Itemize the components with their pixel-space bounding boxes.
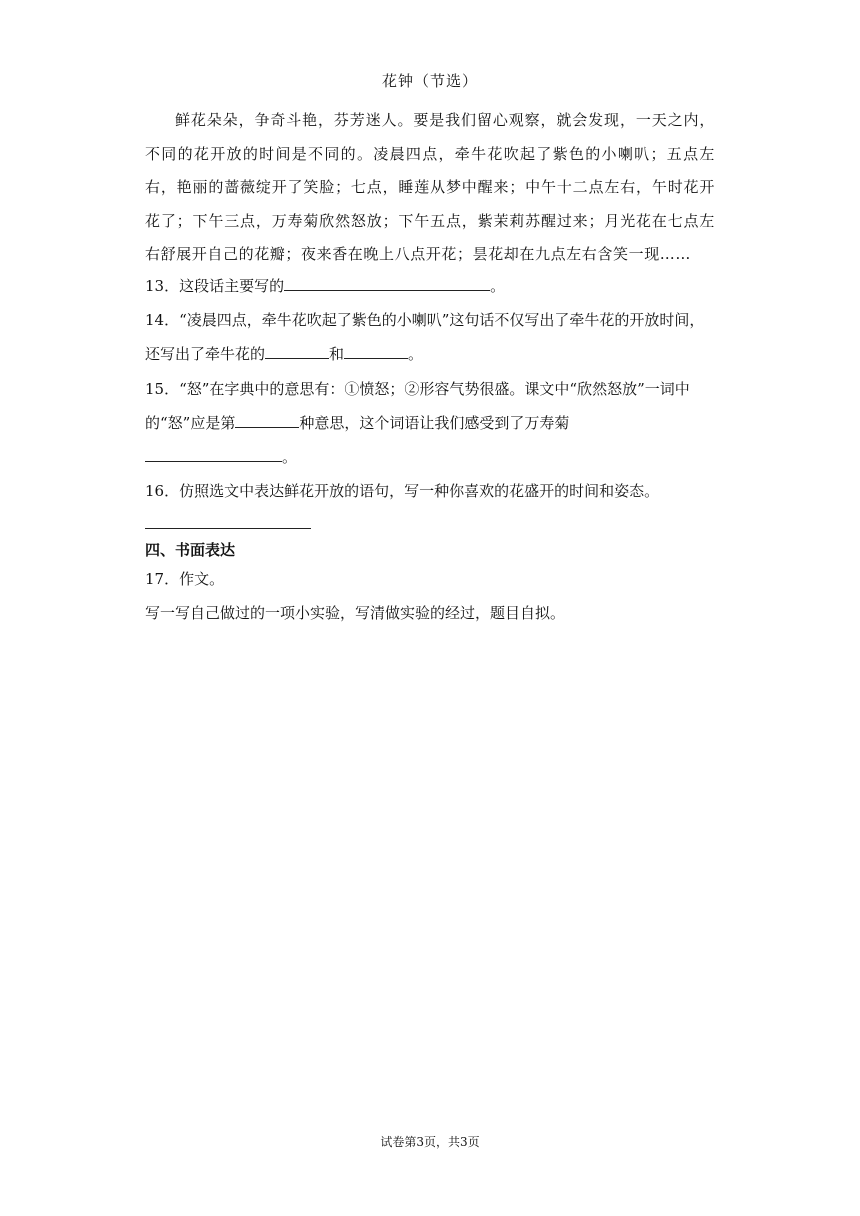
question-15-blank-1[interactable]: [235, 413, 299, 428]
question-14-text: 还写出了牵牛花的: [145, 345, 266, 363]
question-14-connector: 和: [329, 345, 345, 363]
question-14-line-2: [145, 343, 720, 365]
question-13-blank[interactable]: [284, 276, 490, 291]
question-15-line-3: [145, 446, 720, 468]
question-13-end: 。: [490, 277, 506, 295]
section-heading: 四、书面表达: [145, 541, 236, 559]
question-16: 16．仿照选文中表达鲜花开放的语句，写一种你喜欢的花盛开的时间和姿态。: [145, 482, 660, 500]
question-15-text: 的“怒”应是第: [145, 414, 236, 432]
question-13: [145, 275, 720, 297]
passage-title: 花钟（节选）: [381, 72, 478, 90]
question-15-end: 。: [282, 448, 298, 466]
question-17-prompt: 写一写自己做过的一项小实验，写清做实验的经过，题目自拟。: [145, 604, 566, 622]
page-footer: 试卷第3页，共3页: [380, 1135, 480, 1149]
question-15-line-1: 15．“怒”在字典中的意思有：①愤怒；②形容气势很盛。课文中“欣然怒放”一词中: [145, 380, 690, 398]
question-14-end: 。: [408, 345, 424, 363]
passage-paragraph: 鲜花朵朵，争奇斗艳，芬芳迷人。要是我们留心观察，就会发现，一天之内，不同的花开放的时间是不同的。凌晨四点，牵牛花吹起了紫色的小喇叭；五点左右，艳丽的蔷薇绽开了笑脸；七点，睡莲从梦中醒来；中午十二点左右，午时花开花了；下午三点，万寿菊欣然怒放；下午五点，紫茉莉苏醒过来；月光花在七点左右舒展开自己的花瓣；夜来香在晚上八点开花；昙花却在九点左右含笑一现……: [145, 111, 715, 264]
question-14-line-1: 14．“凌晨四点，牵牛花吹起了紫色的小喇叭”这句话不仅写出了牵牛花的开放时间，: [145, 311, 705, 329]
question-17-label: 17．作文。: [145, 570, 225, 588]
passage-body: [145, 104, 715, 272]
question-16-answer-line[interactable]: [145, 528, 311, 529]
question-15-blank-2[interactable]: [145, 447, 282, 462]
question-14-blank-2[interactable]: [344, 344, 408, 359]
question-13-text: 13．这段话主要写的: [145, 277, 285, 295]
question-15-line-2: [145, 412, 720, 434]
question-15-text-2: 种意思，这个词语让我们感受到了万寿菊: [299, 414, 570, 432]
question-14-blank-1[interactable]: [265, 344, 329, 359]
